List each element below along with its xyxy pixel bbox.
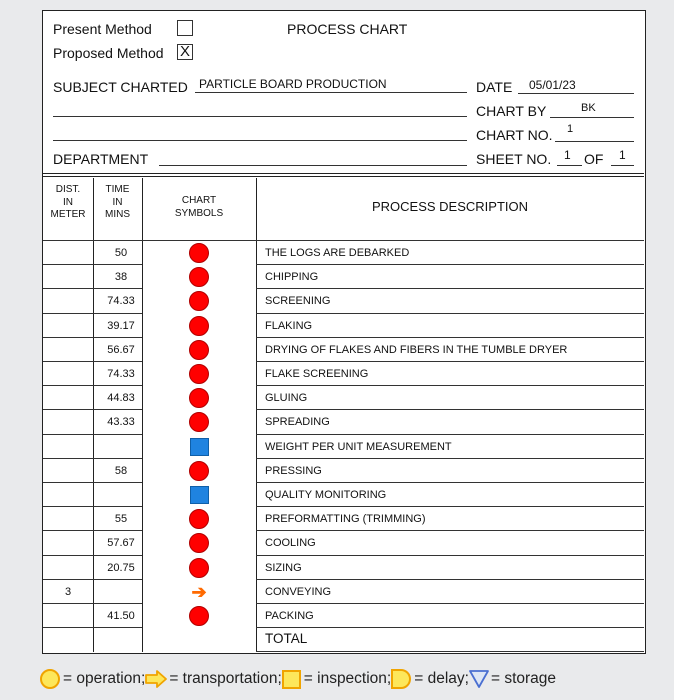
row-distance: [43, 362, 93, 386]
row-description: SCREENING: [265, 295, 331, 308]
operation-symbol-icon: [189, 316, 209, 336]
legend-inspection-text: = inspection;: [303, 670, 392, 687]
row-time: 74.33: [107, 368, 135, 380]
row-distance: [43, 265, 93, 289]
row-rule-right: [256, 627, 644, 628]
row-distance: [43, 386, 93, 410]
storage-legend-icon: [469, 670, 489, 688]
chart-by-label: CHART BY: [476, 103, 547, 119]
chart-no-value: 1: [567, 123, 574, 135]
column-header-chart-symbols: CHART SYMBOLS: [174, 195, 224, 219]
row-distance: [43, 338, 93, 362]
chart-by-underline: [550, 117, 634, 118]
operation-symbol-icon: [189, 267, 209, 287]
of-label: OF: [584, 151, 604, 167]
header-separator-bottom: [43, 176, 644, 177]
legend-delay-text: = delay;: [414, 670, 469, 687]
row-time: [98, 483, 144, 507]
row-time: 39.17: [107, 319, 135, 332]
row-distance: [43, 410, 93, 434]
operation-symbol-icon: [189, 388, 209, 408]
process-chart-form: [42, 10, 646, 654]
total-label: TOTAL: [265, 631, 308, 646]
operation-symbol-icon: [189, 340, 209, 360]
row-time: 41.50: [107, 610, 135, 622]
row-distance: [43, 289, 93, 313]
chart-no-label: CHART NO.: [476, 127, 553, 143]
row-time: 20.75: [107, 561, 135, 574]
operation-symbol-icon: [189, 558, 209, 578]
column-header-process-description: PROCESS DESCRIPTION: [371, 199, 529, 214]
header-separator-top: [43, 173, 644, 174]
subject-charted-value: PARTICLE BOARD PRODUCTION: [199, 77, 387, 91]
row-time: 55: [114, 513, 128, 526]
row-description: SIZING: [265, 561, 302, 574]
row-distance: [43, 435, 93, 459]
row-description: FLAKE SCREENING: [265, 368, 369, 380]
subject-charted-label: SUBJECT CHARTED: [53, 79, 188, 95]
operation-symbol-icon: [189, 606, 209, 626]
col-divider-dist: [93, 178, 94, 652]
column-header-distance: DIST. IN METER: [50, 184, 86, 220]
date-label: DATE: [476, 79, 513, 95]
subject-line-2: [53, 116, 467, 117]
row-description: CONVEYING: [265, 585, 332, 598]
row-distance: [43, 241, 93, 265]
row-description: PRESSING: [265, 464, 322, 477]
operation-symbol-icon: [189, 291, 209, 311]
chart-by-value: BK: [581, 102, 596, 114]
delay-legend-icon: [391, 669, 411, 689]
subject-line-3: [53, 140, 467, 141]
legend-storage-text: = storage: [490, 670, 557, 687]
sheet-no-underline: [557, 165, 582, 166]
row-description: FLAKING: [265, 319, 313, 332]
row-distance: [43, 314, 93, 338]
present-method-label: Present Method: [53, 21, 152, 37]
row-distance: [43, 483, 93, 507]
legend-transportation-text: = transportation;: [169, 670, 282, 687]
symbol-legend: [40, 666, 556, 692]
date-value: 05/01/23: [529, 78, 576, 92]
row-description: QUALITY MONITORING: [265, 489, 387, 501]
row-distance: [43, 531, 93, 555]
row-description: COOLING: [265, 537, 316, 550]
row-time: 57.67: [107, 537, 135, 550]
row-distance: [43, 459, 93, 483]
operation-symbol-icon: [189, 364, 209, 384]
row-time: 58: [114, 464, 128, 477]
row-time: [98, 435, 144, 459]
subject-underline: [195, 92, 467, 93]
row-description: DRYING OF FLAKES AND FIBERS IN THE TUMBLE DRYER: [265, 343, 568, 356]
row-distance: [43, 556, 93, 580]
row-description: THE LOGS ARE DEBARKED: [265, 247, 410, 259]
operation-symbol-icon: [189, 509, 209, 529]
row-rule-right: [256, 651, 644, 652]
row-time: 56.67: [107, 343, 135, 356]
col-divider-symbols: [256, 178, 257, 652]
chart-no-underline: [555, 141, 634, 142]
transportation-symbol-icon: ➔: [191, 581, 207, 602]
proposed-method-label: Proposed Method: [53, 45, 164, 61]
row-distance: [43, 507, 93, 531]
date-underline: [518, 93, 634, 94]
row-description: WEIGHT PER UNIT MEASUREMENT: [265, 440, 452, 453]
department-label: DEPARTMENT: [53, 151, 149, 167]
row-time: 43.33: [107, 416, 135, 429]
row-description: CHIPPING: [265, 271, 319, 284]
operation-symbol-icon: [189, 461, 209, 481]
inspection-symbol-icon: [190, 438, 209, 456]
sheet-no-value: 1: [564, 148, 571, 162]
present-method-checkbox[interactable]: [177, 20, 193, 36]
row-distance: 3: [64, 585, 72, 598]
row-time: 74.33: [107, 295, 135, 308]
department-underline: [159, 165, 467, 166]
row-description: SPREADING: [265, 416, 330, 429]
of-underline: [611, 165, 634, 166]
operation-symbol-icon: [189, 533, 209, 553]
operation-symbol-icon: [189, 412, 209, 432]
inspection-symbol-icon: [190, 486, 209, 504]
row-time: 38: [114, 271, 128, 284]
operation-symbol-icon: [189, 243, 209, 263]
inspection-legend-icon: [282, 670, 301, 689]
row-time: 44.83: [107, 392, 135, 405]
column-header-time: TIME IN MINS: [105, 184, 130, 220]
row-time: [98, 580, 144, 604]
transportation-legend-icon: [145, 670, 167, 688]
row-description: PACKING: [265, 610, 314, 622]
of-value: 1: [619, 148, 626, 162]
process-table: [43, 178, 644, 652]
page-title: PROCESS CHART: [287, 21, 408, 37]
operation-legend-icon: [40, 669, 60, 689]
row-description: GLUING: [265, 392, 308, 405]
row-description: PREFORMATTING (TRIMMING): [265, 513, 426, 526]
row-time: 50: [114, 247, 128, 259]
sheet-no-label: SHEET NO.: [476, 151, 552, 167]
row-distance: [43, 604, 93, 628]
proposed-method-checkbox[interactable]: X: [177, 44, 193, 60]
legend-operation-text: = operation;: [63, 670, 146, 687]
